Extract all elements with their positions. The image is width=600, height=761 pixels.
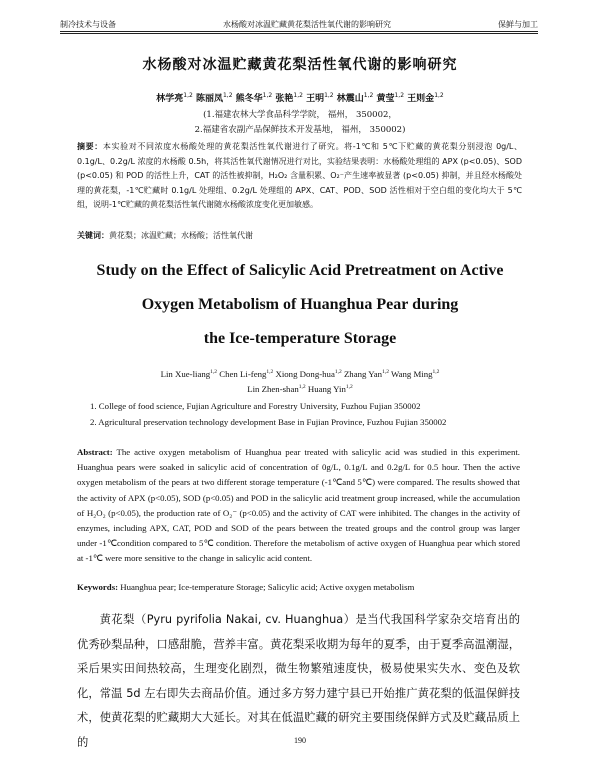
- english-abstract-label: Abstract:: [77, 447, 113, 457]
- author: [236, 94, 273, 104]
- author: [407, 94, 444, 104]
- author-name: 张艳: [275, 94, 294, 104]
- author-affiliation-mark: 1,2: [183, 92, 193, 99]
- chinese-keywords: [77, 230, 522, 241]
- author: [275, 94, 303, 104]
- author-name: Wang Ming: [390, 369, 433, 379]
- body-paragraph: 黄花梨（Pyru pyrifolia Nakai, cv. Huanghua）是当代我国科学家杂交培育出的优秀砂梨品种，口感甜脆，营养丰富。黄花梨采收期为每年的夏季，由于夏季高温潮湿，采后果实田间热较高，生理变化剧烈，微生物繁殖速度快，极易使果实失水、变色及软化，常温 5d 左右即失去商品价值。通过多方努力建宁县已开始推广黄花梨的低温保鲜技术，使黄花梨的贮藏期大大延长。对其在低温贮藏的研究主要围绕保鲜方式及贮藏品质上的: [77, 613, 520, 749]
- author-name: Lin Xue-liang: [160, 369, 211, 379]
- author-name: 王则金: [407, 94, 435, 104]
- running-header-left: 制冷技术与设备: [60, 20, 116, 29]
- author-affiliation-mark: 1,2: [432, 369, 440, 376]
- author-affiliation-mark: 1,2: [394, 92, 405, 99]
- author-affiliation-mark: 1,2: [334, 369, 342, 376]
- english-authors-line-2: [0, 384, 600, 394]
- author-name: 黄莹: [376, 94, 395, 104]
- english-affiliation-1: 1. College of food science, Fujian Agriculture and Forestry University, Fuzhou Fujian 350002: [90, 401, 421, 411]
- author-affiliation-mark: 1,2: [434, 92, 444, 99]
- author-name: 林震山: [336, 94, 364, 104]
- english-title-line-2: Oxygen Metabolism of Huanghua Pear during: [141, 296, 459, 313]
- author: [156, 94, 193, 104]
- header-rule: [60, 31, 538, 32]
- chinese-abstract-label: 摘要：: [77, 142, 103, 151]
- english-title-line-3: the Ice-temperature Storage: [203, 330, 397, 347]
- author: [219, 369, 273, 379]
- author: [344, 369, 389, 379]
- author-affiliation-mark: 1,2: [298, 384, 306, 391]
- author-affiliation-mark: 1,2: [266, 369, 274, 376]
- english-keywords-label: Keywords:: [77, 582, 119, 592]
- chinese-authors: [0, 91, 600, 104]
- running-header-right: 保鲜与加工: [498, 20, 538, 29]
- author-name: 林学亮: [156, 94, 184, 104]
- author-affiliation-mark: 1,2: [262, 92, 273, 99]
- author: [391, 369, 439, 379]
- author: [161, 369, 217, 379]
- author-name: 王明: [306, 94, 325, 104]
- author-affiliation-mark: 1,2: [363, 92, 374, 99]
- english-affiliation-2: 2. Agricultural preservation technology development Base in Fujian Province, Fuzhou Fujian 350002: [90, 417, 447, 427]
- author: [308, 384, 353, 394]
- chinese-keywords-text: 黄花梨；冰温贮藏；水杨酸；活性氧代谢: [109, 231, 253, 240]
- author-affiliation-mark: 1,2: [210, 369, 218, 376]
- author-name: Xiong Dong-hua: [275, 369, 335, 379]
- english-abstract: [77, 445, 520, 567]
- author: [306, 94, 334, 104]
- author-affiliation-mark: 1,2: [293, 92, 303, 99]
- page-number: 190: [294, 736, 306, 745]
- author: [376, 94, 404, 104]
- chinese-keywords-label: 关键词：: [77, 231, 109, 240]
- author-name: Lin Zhen-shan: [247, 384, 299, 394]
- author: [275, 369, 341, 379]
- running-header-center: 水杨酸对冰温贮藏黄花梨活性氧代谢的影响研究: [223, 20, 391, 29]
- author-affiliation-mark: 1,2: [382, 369, 389, 376]
- author-name: Huang Yin: [307, 384, 346, 394]
- author-affiliation-mark: 1,2: [222, 92, 233, 99]
- author-name: 陈丽凤: [195, 94, 223, 104]
- author-name: 熊冬华: [235, 94, 263, 104]
- english-abstract-text: The active oxygen metabolism of Huanghua pear treated with salicylic acid was studied in this experiment. Huanghua pears were soaked in salicylic acid of concentration of 0g/L, 0.1g/L and 0.2g/L for 0.5 hour. Then the active oxygen metabolism of the pears at two different storage temperature (-1℃and 5℃) were compared. The results showed that the activity of APX (p<0.05), SOD (p<0.05) and POD in the salicylic acid treatment group increased, while the accumulation of H₂O₂ (p<0.05), the production rate of O₂⁻ (p<0.05) and the activity of CAT were inhibited. The changes in the activity of enzymes, including APX, CAT, POD and SOD of the pears between the treated groups and the control group was larger under -1℃condition compared to 5℃ condition. Therefore the metabolism of active oxygen of Huanghua pear which stored at -1℃ were more sensitive to the change in salicylic acid content.: [77, 447, 520, 564]
- chinese-title: 水杨酸对冰温贮藏黄花梨活性氧代谢的影响研究: [142, 57, 458, 73]
- running-header: [60, 16, 538, 30]
- english-title-line-1: Study on the Effect of Salicylic Acid Pretreatment on Active: [96, 262, 504, 279]
- author: [247, 384, 305, 394]
- english-keywords: [77, 582, 520, 592]
- chinese-affiliation-1: (1.福建农林大学食品科学学院， 福州， 350002，: [203, 110, 397, 120]
- chinese-affiliation-2: 2.福建省农副产品保鲜技术开发基地， 福州， 350002): [194, 125, 406, 135]
- author: [196, 94, 233, 104]
- author-name: Zhang Yan: [343, 369, 383, 379]
- english-keywords-text: Huanghua pear; Ice-temperature Storage; Salicylic acid; Active oxygen metabolism: [118, 582, 415, 592]
- chinese-abstract-text: 本实验对不同浓度水杨酸处理的黄花梨活性氧代谢进行了研究。将-1℃和 5℃下贮藏的黄花梨分别浸泡 0g/L、0.1g/L、0.2g/L 浓度的水杨酸 0.5h，将其活性氧代谢情况进行对比，实验结果表明：水杨酸处理组的 APX (p<0.05)、SOD (p<0.05) 和 POD 的活性上升，CAT 的活性被抑制，H₂O₂ 含量积累、O₂⁻产生速率被显著 (p<0.05) 抑制，并且经水杨酸处理的黄花梨，-1℃贮藏时 0.1g/L 处理组、0.2g/L 处理组的 APX、CAT、POD、SOD 活性相对于空白组的变化均大于 5℃组，说明-1℃贮藏的黄花梨活性氧代谢随水杨酸浓度变化更加敏感。: [77, 142, 523, 210]
- author-affiliation-mark: 1,2: [345, 384, 353, 391]
- author-name: Chen Li-feng: [219, 369, 267, 379]
- header-rule-thin: [60, 33, 538, 34]
- english-authors-line-1: [0, 369, 600, 379]
- author-affiliation-mark: 1,2: [324, 92, 334, 99]
- chinese-abstract: [77, 140, 522, 213]
- author: [337, 94, 374, 104]
